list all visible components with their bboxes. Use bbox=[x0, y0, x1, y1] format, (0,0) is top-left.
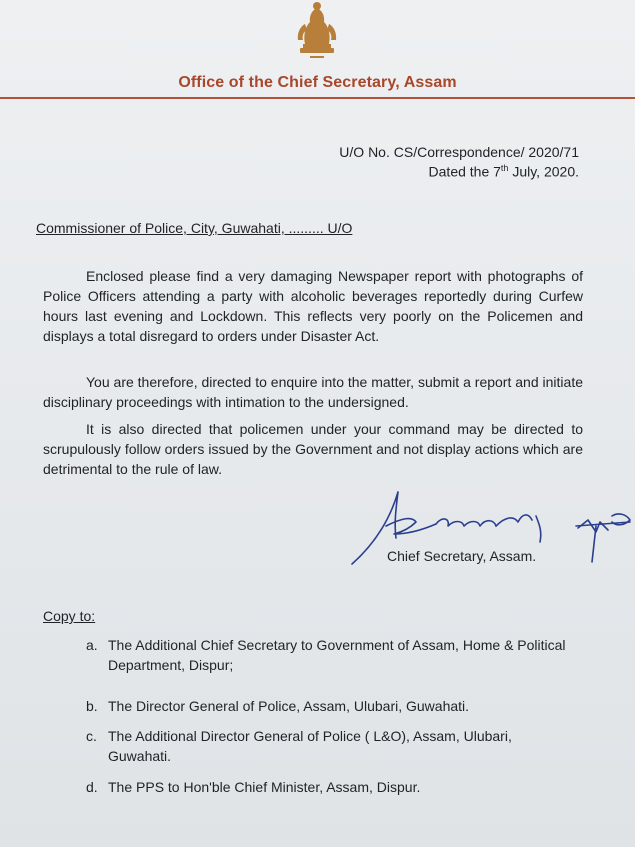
body-paragraph-2: You are therefore, directed to enquire into the matter, submit a report and initiate disciplinary proceedings with intimation to the undersigned. bbox=[43, 374, 583, 410]
body-paragraph-3: It is also directed that policemen under your command may be directed to scrupulously follow orders issued by the Government and not display actions which are detrimental to the rule of law. bbox=[43, 421, 583, 477]
body-paragraph-1: Enclosed please find a very damaging Newspaper report with photographs of Police Officers attending a party with alcoholic beverages reportedly during Curfew hours last evening and Lockdown. This reflects very poorly on the Policemen and displays a total disregard to orders under Disaster Act. bbox=[43, 268, 583, 344]
list-item bbox=[86, 696, 576, 716]
list-item-text: The Director General of Police, Assam, Ulubari, Guwahati. bbox=[108, 698, 470, 714]
addressee bbox=[36, 220, 352, 236]
header-divider bbox=[0, 97, 635, 99]
list-item-text: The Additional Director General of Police ( L&O), Assam, Ulubari, Guwahati. bbox=[108, 728, 512, 764]
date-ordinal: th bbox=[500, 163, 509, 173]
list-item-text: The PPS to Hon'ble Chief Minister, Assam, Dispur. bbox=[108, 779, 421, 795]
state-emblem-icon bbox=[288, 0, 346, 70]
addressee-text: Commissioner of Police, City, Guwahati, ......... U/O bbox=[36, 220, 353, 236]
list-marker: a. bbox=[86, 637, 98, 653]
office-title: Office of the Chief Secretary, Assam bbox=[178, 74, 457, 91]
date-suffix: July, 2020. bbox=[508, 163, 579, 180]
list-item bbox=[86, 726, 576, 766]
copy-to-heading: Copy to: bbox=[43, 608, 96, 624]
letter-date bbox=[429, 163, 579, 180]
list-item bbox=[86, 777, 576, 797]
list-marker: b. bbox=[86, 698, 98, 714]
signatory-designation: Chief Secretary, Assam. bbox=[387, 548, 537, 564]
list-marker: c. bbox=[86, 728, 97, 744]
uo-number: U/O No. CS/Correspondence/ 2020/71 bbox=[339, 144, 579, 160]
list-item bbox=[86, 635, 576, 675]
list-marker: d. bbox=[86, 779, 98, 795]
date-prefix: Dated the 7 bbox=[428, 163, 501, 180]
list-item-text: The Additional Chief Secretary to Government of Assam, Home & Political Department, Dispur; bbox=[108, 637, 566, 673]
